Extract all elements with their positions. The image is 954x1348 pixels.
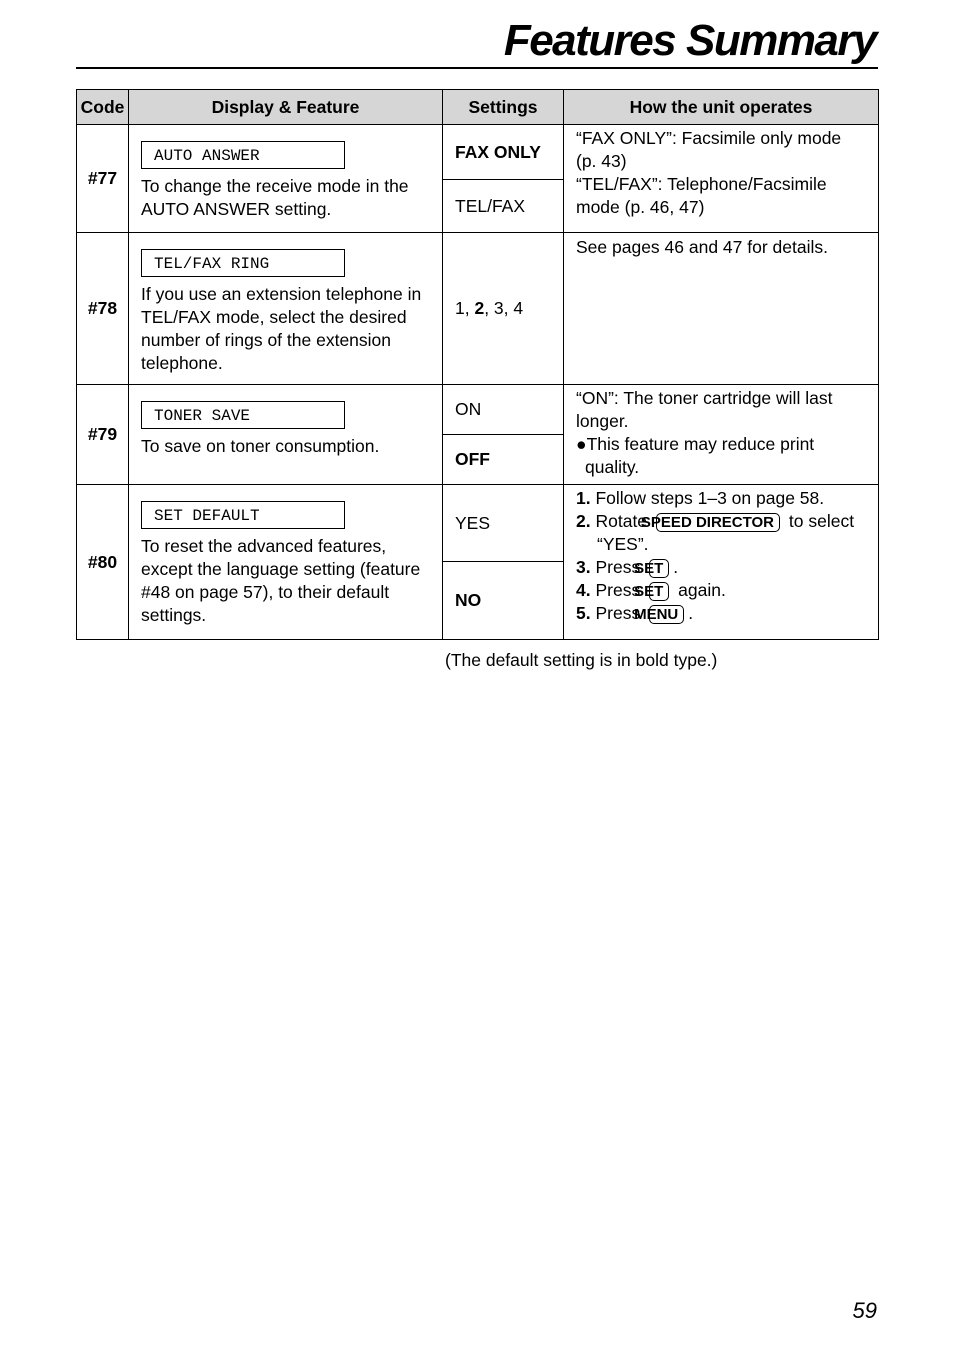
table-row (77, 385, 879, 435)
step-text: . (673, 557, 679, 577)
step-item (576, 487, 866, 510)
feature-code: #79 (77, 385, 129, 485)
lcd-display: SET DEFAULT (141, 501, 345, 529)
operation-line: See pages 46 and 47 for details. (576, 237, 828, 257)
table-row (77, 125, 879, 180)
steps-list (576, 487, 866, 625)
operation-cell (564, 233, 879, 385)
step-text: Press (595, 580, 641, 600)
setting-option: , 3, 4 (484, 298, 524, 318)
page-number: 59 (852, 1298, 877, 1323)
operation-line: “FAX ONLY”: Facsimile only mode (p. 43) (576, 128, 842, 171)
feature-code: #77 (77, 125, 129, 233)
header-settings: Settings (443, 90, 564, 125)
set-key: SET (649, 582, 669, 601)
table-row (77, 233, 879, 385)
setting-option: TEL/FAX (443, 180, 564, 233)
step-number: 3. (576, 557, 591, 577)
step-text: to select “YES”. (597, 511, 855, 554)
operation-cell (564, 485, 879, 640)
setting-option-default: 2 (474, 298, 485, 318)
table-row (77, 485, 879, 562)
feature-code: #80 (77, 485, 129, 640)
operation-note: ●This feature may reduce print quality. (576, 434, 815, 477)
lcd-display: TONER SAVE (141, 401, 345, 429)
lcd-display: TEL/FAX RING (141, 249, 345, 277)
table-header-row (77, 90, 879, 125)
header-display-feature: Display & Feature (129, 90, 443, 125)
step-text: Press (595, 603, 641, 623)
operation-line: “ON”: The toner cartridge will last longer. (576, 388, 833, 431)
step-text: again. (678, 580, 726, 600)
operation-cell (564, 125, 879, 233)
menu-key: MENU (649, 605, 684, 624)
step-text: Follow steps 1–3 on page 58. (595, 488, 825, 508)
feature-cell (129, 385, 443, 485)
step-text: . (688, 603, 694, 623)
step-number: 5. (576, 603, 591, 623)
step-item (576, 510, 866, 556)
setting-option: ON (443, 385, 564, 435)
step-item (576, 602, 866, 625)
setting-options (443, 233, 564, 385)
title-rule (76, 67, 878, 69)
setting-option: FAX ONLY (443, 125, 564, 180)
feature-cell (129, 125, 443, 233)
header-code: Code (77, 90, 129, 125)
operation-cell (564, 385, 879, 485)
step-text: Press (595, 557, 641, 577)
setting-option: NO (443, 562, 564, 640)
step-text: Rotate (595, 511, 648, 531)
operation-line: “TEL/FAX”: Telephone/Facsimile mode (p. 46, 47) (576, 174, 827, 217)
setting-option: 1, (455, 298, 475, 318)
setting-option: YES (443, 485, 564, 562)
page-title: Features Summary (503, 16, 876, 65)
feature-code: #78 (77, 233, 129, 385)
step-number: 1. (576, 488, 591, 508)
speed-director-key: SPEED DIRECTOR (656, 513, 780, 532)
header-how-unit-operates: How the unit operates (564, 90, 879, 125)
feature-description: To save on toner consumption. (141, 436, 380, 456)
setting-option: OFF (443, 435, 564, 485)
step-number: 2. (576, 511, 591, 531)
lcd-display: AUTO ANSWER (141, 141, 345, 169)
features-table (76, 89, 879, 640)
feature-description: To change the receive mode in the AUTO ANSWER setting. (141, 176, 409, 219)
set-key: SET (649, 559, 669, 578)
step-number: 4. (576, 580, 591, 600)
step-item (576, 556, 866, 579)
feature-cell (129, 485, 443, 640)
feature-cell (129, 233, 443, 385)
feature-description: If you use an extension telephone in TEL/FAX mode, select the desired number of rings of the extension telephone. (141, 284, 422, 373)
feature-description: To reset the advanced features, except the language setting (feature #48 on page 57), to their default settings. (141, 536, 421, 625)
step-item (576, 579, 866, 602)
default-setting-note: (The default setting is in bold type.) (445, 650, 718, 670)
